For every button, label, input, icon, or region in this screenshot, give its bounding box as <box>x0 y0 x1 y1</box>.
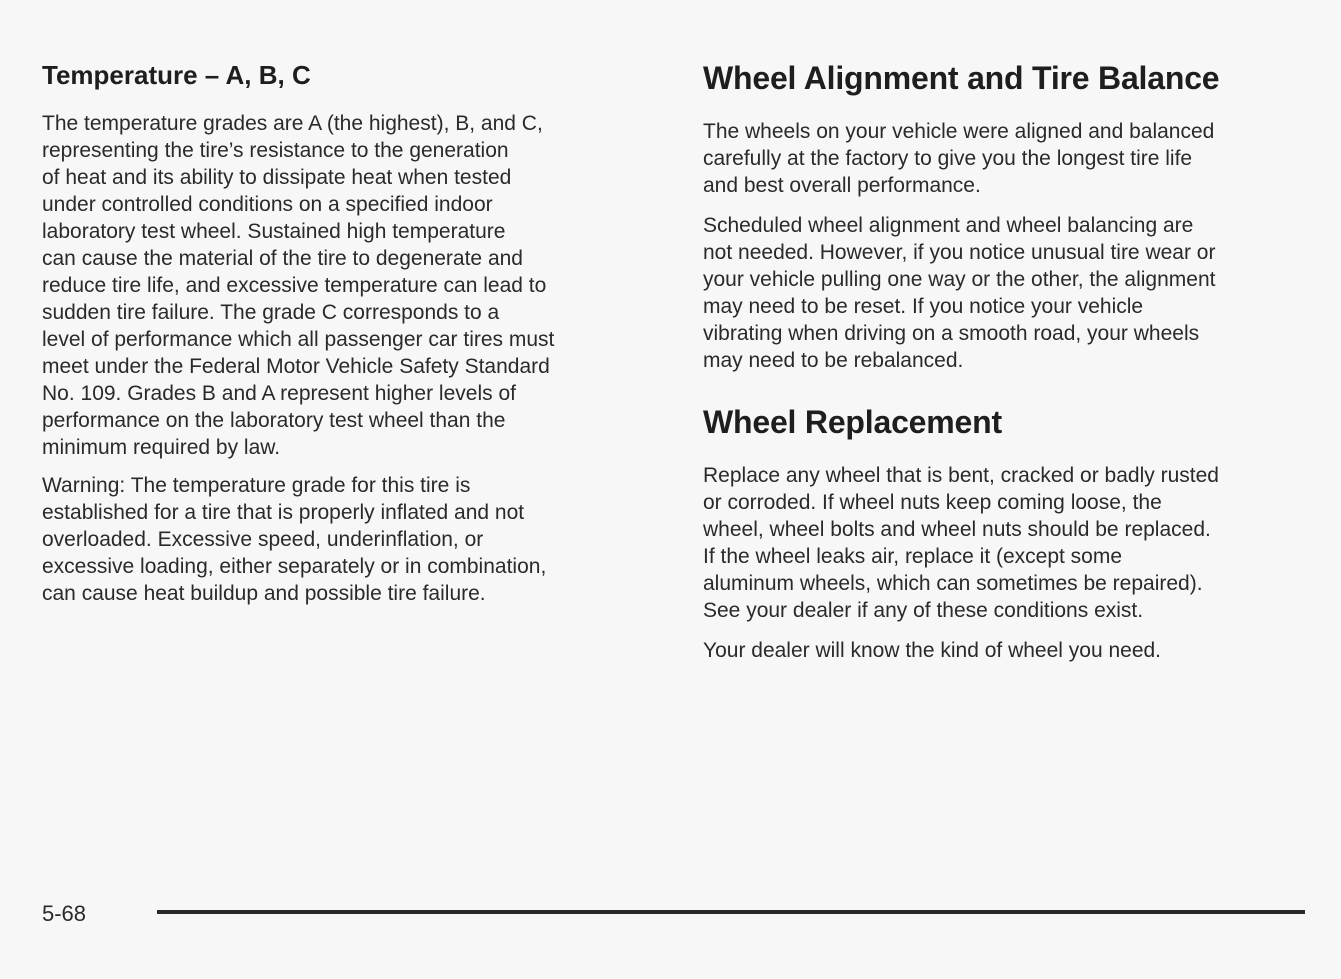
text-line: meet under the Federal Motor Vehicle Safety Standard <box>42 355 550 378</box>
text-line: and best overall performance. <box>703 174 981 197</box>
text-line: your vehicle pulling one way or the other, the alignment <box>703 268 1216 291</box>
text-line: wheel, wheel bolts and wheel nuts should be replaced. <box>703 518 1211 541</box>
temperature-paragraph <box>42 110 554 461</box>
footer-divider <box>157 910 1305 914</box>
text-line: not needed. However, if you notice unusual tire wear or <box>703 241 1216 264</box>
text-line: sudden tire failure. The grade C corresponds to a <box>42 301 500 324</box>
text-line: vibrating when driving on a smooth road, your wheels <box>703 322 1200 345</box>
replacement-paragraph-1 <box>703 462 1219 624</box>
text-line: overloaded. Excessive speed, underinflation, or <box>42 528 484 551</box>
text-line: carefully at the factory to give you the longest tire life <box>703 147 1193 170</box>
temperature-heading: Temperature – A, B, C <box>42 60 311 90</box>
text-line: of heat and its ability to dissipate heat when tested <box>42 166 512 189</box>
text-line: If the wheel leaks air, replace it (except some <box>703 545 1123 568</box>
text-line: can cause heat buildup and possible tire failure. <box>42 582 486 605</box>
wheel-replacement-title: Wheel Replacement <box>703 404 1002 440</box>
alignment-paragraph-2 <box>703 212 1215 374</box>
text-line: representing the tire’s resistance to the generation <box>42 139 509 162</box>
text-line: performance on the laboratory test wheel than the <box>42 409 506 432</box>
page-number: 5-68 <box>42 901 87 926</box>
text-line: laboratory test wheel. Sustained high temperature <box>42 220 506 243</box>
alignment-paragraph-1 <box>703 118 1214 199</box>
replacement-paragraph-2 <box>703 637 1161 664</box>
text-line: may need to be rebalanced. <box>703 349 964 372</box>
text-line: Warning: The temperature grade for this tire is <box>42 474 471 497</box>
text-line: The temperature grades are A (the highest), B, and C, <box>42 112 543 135</box>
text-line: minimum required by law. <box>42 436 281 459</box>
text-line: The wheels on your vehicle were aligned and balanced <box>703 120 1215 143</box>
text-line: established for a tire that is properly inflated and not <box>42 501 525 524</box>
text-line: excessive loading, either separately or in combination, <box>42 555 547 578</box>
text-line: No. 109. Grades B and A represent higher levels of <box>42 382 516 405</box>
text-line: Your dealer will know the kind of wheel you need. <box>703 639 1162 662</box>
wheel-alignment-title: Wheel Alignment and Tire Balance <box>703 60 1220 96</box>
text-line: or corroded. If wheel nuts keep coming loose, the <box>703 491 1162 514</box>
text-line: aluminum wheels, which can sometimes be repaired). <box>703 572 1203 595</box>
text-line: Replace any wheel that is bent, cracked or badly rusted <box>703 464 1219 487</box>
text-line: reduce tire life, and excessive temperature can lead to <box>42 274 547 297</box>
warning-paragraph <box>42 472 546 607</box>
text-line: See your dealer if any of these conditions exist. <box>703 599 1144 622</box>
text-line: can cause the material of the tire to degenerate and <box>42 247 523 270</box>
text-line: under controlled conditions on a specified indoor <box>42 193 493 216</box>
text-line: Scheduled wheel alignment and wheel balancing are <box>703 214 1194 237</box>
text-line: level of performance which all passenger car tires must <box>42 328 555 351</box>
text-line: may need to be reset. If you notice your vehicle <box>703 295 1144 318</box>
